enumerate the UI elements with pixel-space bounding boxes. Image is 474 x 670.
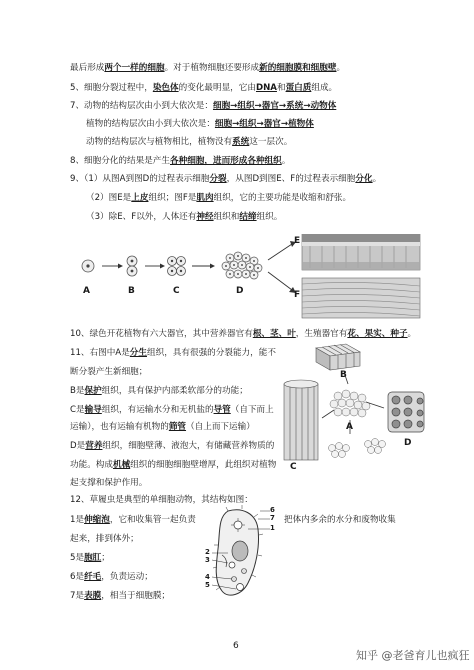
figure1-label-e: E	[294, 236, 301, 246]
line-5: 5、细胞分裂过程中，染色体的变化最明显，它由DNA和蛋白质组成。	[70, 83, 338, 93]
line-11h: 起支撑和保护作用。	[70, 478, 148, 488]
line-11d: C是输导组织，有运输水分和无机盐的导管（自下而上	[70, 405, 274, 415]
figure3-label-5: 5	[205, 581, 210, 589]
figure2-label-d: D	[404, 438, 412, 448]
line-7b: 植物的结构层次由小到大依次是：细胞→组织→器官→植物体	[86, 119, 314, 129]
watermark-text: 知乎 @老爸育儿也疯狂	[356, 649, 470, 662]
figure2-label-b: B	[340, 370, 347, 380]
figure3-label-4: 4	[205, 573, 210, 581]
cell-division-diagram	[70, 234, 430, 320]
line-9a: 9、（1）从图A到图D的过程表示细胞分裂，从图D到图E、F的过程表示细胞分化。	[70, 174, 382, 184]
line-12d: 6是纤毛，负责运动；	[70, 572, 153, 582]
line-11f: D是营养组织，细胞壁薄、液泡大，有储藏营养物质的	[70, 441, 275, 451]
cell-division-figure	[70, 234, 430, 320]
figure3-label-3: 3	[205, 556, 210, 564]
figure3-label-1: 1	[270, 524, 275, 532]
line-12a2: 把体内多余的水分和废物收集	[284, 515, 396, 525]
line-9c: （3）除E、F以外，人体还有神经组织和结缔组织。	[86, 212, 283, 222]
line-12: 12、草履虫是典型的单细胞动物，其结构如图：	[70, 495, 253, 505]
figure3-label-7: 7	[270, 514, 275, 522]
line-11b: 断分裂产生新细胞；	[70, 367, 148, 377]
line-11g: 功能。构成机械组织的细胞细胞壁增厚，此组织对植物	[70, 460, 277, 470]
figure2-label-a: A	[346, 422, 353, 432]
line-7c: 动物的结构层次与植物相比，植物没有系统这一层次。	[86, 137, 293, 147]
watermark	[356, 647, 470, 663]
paramecium-figure	[198, 505, 278, 603]
figure3-label-6: 6	[270, 506, 275, 514]
line-9b: （2）图E是上皮组织；图F是肌肉组织，它的主要功能是收缩和舒张。	[86, 193, 352, 203]
page-number: 6	[233, 641, 239, 651]
line-10: 10、绿色开花植物有六大器官，其中营养器官有根、茎、叶，生殖器官有花、果实、种子。	[70, 329, 417, 339]
figure1-label-c: C	[173, 286, 180, 296]
line-11a: 11、右图中A是分生组织，具有很强的分裂能力，能不	[70, 348, 276, 358]
plant-tissue-figure	[276, 340, 436, 480]
line-1: 最后形成两个一样的细胞。对于植物细胞还要形成新的细胞膜和细胞壁。	[70, 63, 346, 73]
line-7a: 7、动物的结构层次由小到大依次是：细胞→组织→器官→系统→动物体	[70, 101, 337, 111]
line-12e: 7是表膜，相当于细胞膜；	[70, 591, 171, 601]
line-12c: 5是胞肛；	[70, 553, 110, 563]
line-11e: 运输），也有运输有机物的筛管（自上而下运输）	[70, 422, 255, 432]
line-8: 8、细胞分化的结果是产生各种细胞，进而形成各种组织。	[70, 156, 291, 166]
figure1-label-d: D	[236, 286, 244, 296]
figure1-label-f: F	[294, 290, 301, 300]
figure3-label-2: 2	[205, 548, 210, 556]
figure2-label-c: C	[290, 462, 297, 472]
paramecium-diagram	[198, 505, 278, 603]
line-12b: 起来，排到体外；	[70, 534, 139, 544]
line-11c: B是保护组织，具有保护内部柔软部分的功能；	[70, 386, 248, 396]
line-12a: 1是伸缩泡，它和收集管一起负责	[70, 515, 196, 525]
figure1-label-a: A	[83, 286, 90, 296]
figure1-label-b: B	[128, 286, 135, 296]
plant-tissue-diagram	[276, 340, 436, 480]
